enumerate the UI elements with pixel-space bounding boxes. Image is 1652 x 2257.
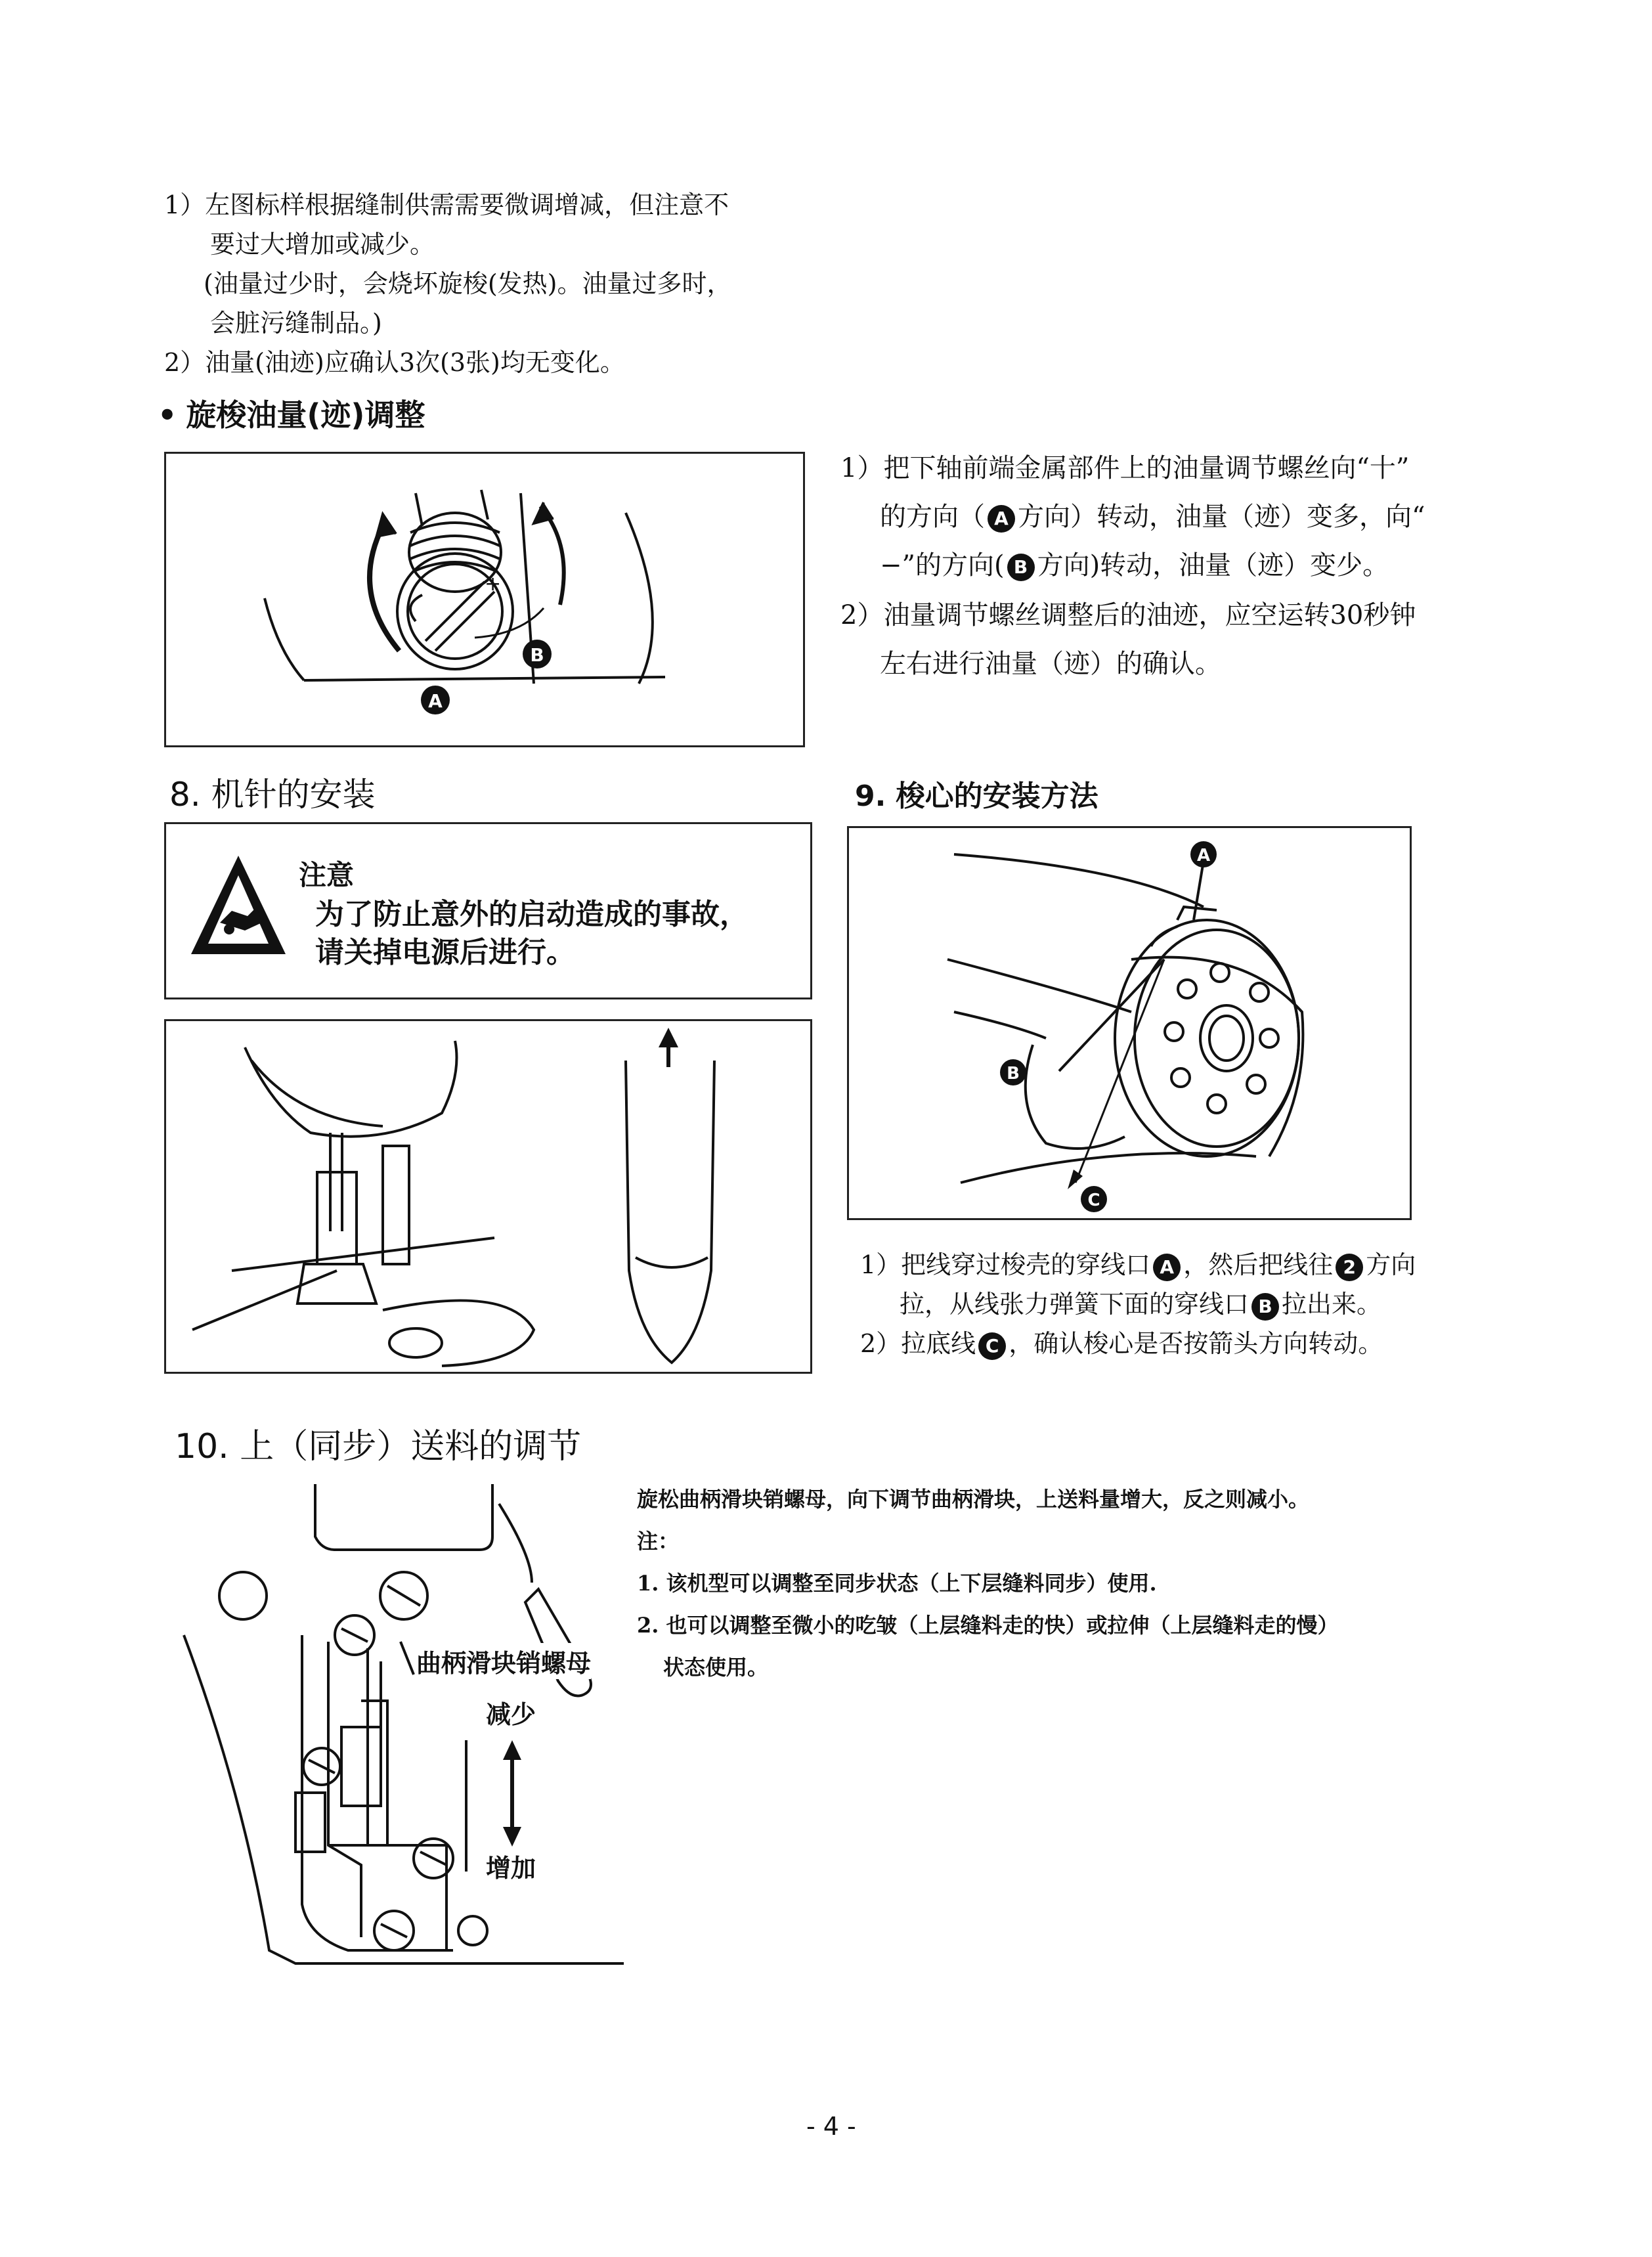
feed-drawing [164, 1478, 624, 1996]
needle-drawing [166, 1021, 814, 1376]
bobbin-step-1-line-1-pre: 1）把线穿过梭壳的穿线口 [860, 1250, 1151, 1279]
needle-figure [164, 1019, 812, 1374]
hook-oil-step-2-line-1: 2）油量调节螺丝调整后的油迹，应空运转30秒钟 [840, 600, 1416, 630]
bobbin-figure [847, 826, 1412, 1220]
label-b: B [530, 644, 544, 666]
feed-heading: 10. 上（同步）送料的调节 [175, 1427, 582, 1466]
hook-oil-figure [164, 452, 805, 747]
hook-oil-heading [158, 391, 425, 435]
fig-label-decrease: 减少 [486, 1694, 536, 1730]
label-b-inline: B [1007, 554, 1035, 581]
bobbin-label-b: B [1007, 1064, 1020, 1084]
fig-label-increase: 增加 [486, 1848, 536, 1884]
fig-label-nut: 曲柄滑块销螺母 [416, 1643, 591, 1679]
hook-oil-heading-text: 旋梭油量(迹)调整 [186, 397, 425, 433]
oil-note-1-line-2: 要过大增加或减少。 [210, 230, 435, 259]
hook-oil-drawing [166, 454, 807, 749]
svg-text:+: + [485, 573, 502, 596]
caution-line-1: 为了防止意外的启动造成的事故， [315, 898, 749, 931]
bobbin-label-c: C [1087, 1191, 1100, 1210]
hook-oil-step-1-line-3-post: 方向)转动，油量（迹）变少。 [1037, 550, 1389, 581]
caution-line-2: 请关掉电源后进行。 [315, 936, 575, 969]
bobbin-step-1-line-1-mid: ，然后把线往 [1183, 1250, 1334, 1279]
feed-note-label: 注： [637, 1529, 680, 1554]
feed-description: 旋松曲柄滑块销螺母，向下调节曲柄滑块，上送料量增大，反之则减小。 [637, 1487, 1310, 1512]
oil-note-1-line-4: 会脏污缝制品。) [210, 309, 382, 338]
hook-oil-step-2-line-2: 左右进行油量（迹）的确认。 [880, 649, 1221, 679]
bobbin-step-1-line-1-post: 方向 [1366, 1250, 1416, 1279]
bobbin-step-1-line-2-post: 拉出来。 [1282, 1290, 1382, 1319]
bullet: • [158, 397, 177, 433]
hook-oil-step-1-line-2-post: 方向）转动，油量（迹）变多，向“ [1018, 502, 1425, 532]
bobbin-inline-c: C [978, 1332, 1006, 1360]
oil-note-1-line-3: (油量过少时，会烧坏旋梭(发热)。油量过多时， [204, 269, 732, 298]
bobbin-inline-b: B [1251, 1293, 1279, 1321]
oil-note-2: 2）油量(油迹)应确认3次(3张)均无变化。 [164, 348, 625, 377]
hook-oil-step-1-line-2-pre: 的方向（ [880, 502, 985, 532]
bobbin-drawing [849, 828, 1414, 1222]
hook-oil-step-1-line-3-pre: −”的方向( [880, 550, 1005, 581]
hook-oil-step-1-line-2 [880, 493, 1425, 541]
page-number: - 4 - [806, 2112, 856, 2141]
bobbin-step-2-post: ，确认梭心是否按箭头方向转动。 [1009, 1329, 1383, 1358]
feed-note-1: 1. 该机型可以调整至同步状态（上下层缝料同步）使用. [637, 1571, 1157, 1596]
needle-heading: 8. 机针的安装 [169, 776, 376, 814]
caution-title: 注意 [299, 859, 355, 891]
bobbin-inline-2: 2 [1336, 1254, 1363, 1281]
hook-oil-step-1-line-3 [880, 541, 1389, 590]
feed-note-2-line-2: 状态使用。 [663, 1655, 769, 1680]
label-a: A [428, 690, 443, 712]
bobbin-inline-a: A [1153, 1254, 1181, 1281]
bobbin-step-1-line-1 [860, 1245, 1416, 1284]
label-a-inline: A [988, 505, 1015, 533]
feed-figure [164, 1478, 624, 1996]
bobbin-label-a: A [1196, 846, 1211, 866]
bobbin-heading: 9. 梭心的安装方法 [855, 779, 1098, 813]
bobbin-step-2-pre: 2）拉底线 [860, 1329, 976, 1358]
bobbin-step-1-line-2 [900, 1284, 1381, 1324]
bobbin-step-2 [860, 1324, 1383, 1363]
oil-note-1-line-1: 1）左图标样根据缝制供需需要微调增减，但注意不 [164, 190, 729, 219]
feed-note-2-line-1: 2. 也可以调整至微小的吃皱（上层缝料走的快）或拉伸（上层缝料走的慢） [637, 1613, 1339, 1638]
hook-oil-step-1-line-1: 1）把下轴前端金属部件上的油量调节螺丝向“十” [840, 453, 1410, 483]
bobbin-step-1-line-2-pre: 拉，从线张力弹簧下面的穿线口 [900, 1290, 1250, 1319]
